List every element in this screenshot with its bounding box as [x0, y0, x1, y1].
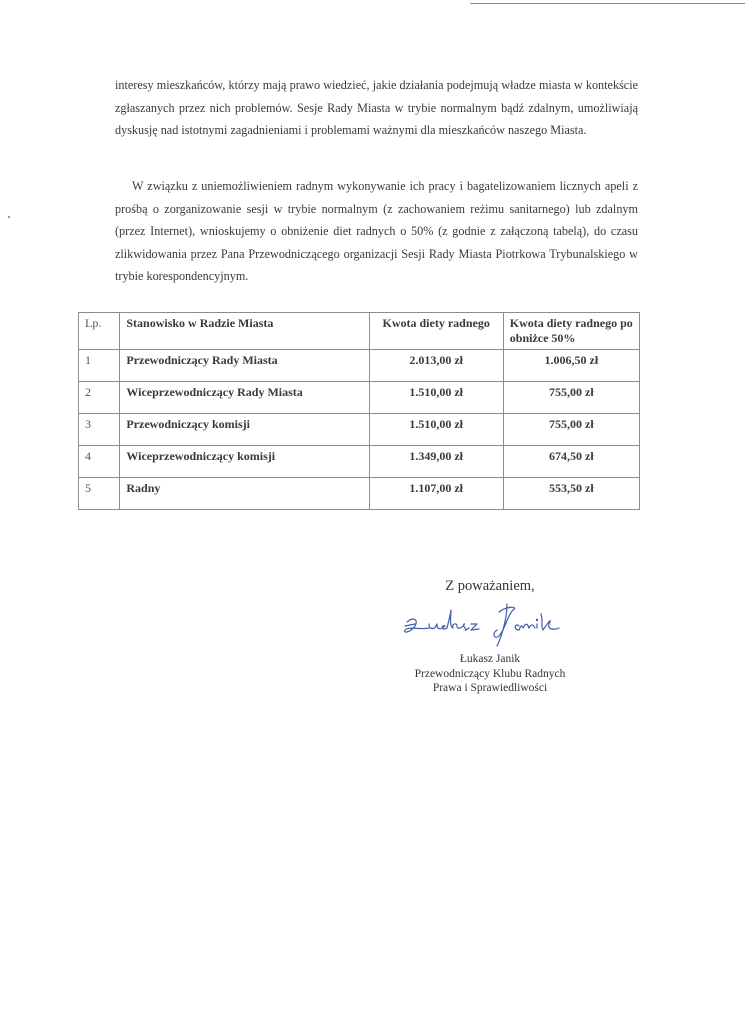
cell-reduced-amount: 755,00 zł	[503, 414, 639, 446]
table-row	[79, 478, 640, 510]
cell-reduced-amount: 674,50 zł	[503, 446, 639, 478]
paragraph-2	[115, 175, 638, 288]
table-row	[79, 414, 640, 446]
table-row	[79, 350, 640, 382]
cell-diet-amount: 1.510,00 zł	[369, 382, 503, 414]
cell-diet-amount: 1.107,00 zł	[369, 478, 503, 510]
signatory-name: Łukasz Janik	[459, 653, 521, 665]
cell-diet-amount: 1.349,00 zł	[369, 446, 503, 478]
table-row	[79, 446, 640, 478]
cell-reduced-amount: 553,50 zł	[503, 478, 639, 510]
header-diet-amount: Kwota diety radnego	[369, 313, 503, 350]
signatory-block	[395, 652, 585, 696]
cell-position: Radny	[120, 478, 369, 510]
table-header-row	[79, 313, 640, 350]
closing-greeting: Z poważaniem,	[445, 578, 535, 594]
handwritten-signature	[395, 600, 585, 650]
scan-edge-line	[470, 3, 745, 4]
paragraph-1: interesy mieszkańców, którzy mają prawo wiedzieć, jakie działania podejmują władze miasta w kontekście zgłaszanych przez nich problemów. Sesje Rady Miasta w trybie normalnym bądź zdalnym, umożliwiają dyskusję nad istotnymi zagadnieniami i problemami ważnymi dla mieszkańców naszego Miasta.	[115, 78, 638, 137]
cell-lp: 3	[79, 414, 120, 446]
cell-position: Wiceprzewodniczący komisji	[120, 446, 369, 478]
cell-lp: 5	[79, 478, 120, 510]
diet-reduction-table	[78, 312, 640, 510]
signatory-organization: Prawa i Sprawiedliwości	[432, 682, 548, 694]
cell-reduced-amount: 1.006,50 zł	[503, 350, 639, 382]
scan-artifact-dot	[8, 216, 10, 218]
paragraph-2-text: W związku z uniemożliwieniem radnym wykonywanie ich pracy i bagatelizowaniem licznych apeli z prośbą o zorganizowanie sesji w trybie normalnym (z zachowaniem reżimu sanitarnego) lub zdalnym (przez Internet), wnioskujemy o obniżenie diet radnych o 50% (z godnie z załączoną tabelą), do czasu zlikwidowania przez Pana Przewodniczącego organizacji Sesji Rady Miasta Piotrkowa Trybunalskiego w trybie korespondencyjnym.	[115, 179, 638, 283]
cell-lp: 1	[79, 350, 120, 382]
signatory-title: Przewodniczący Klubu Radnych	[414, 667, 566, 680]
table-row	[79, 382, 640, 414]
cell-lp: 2	[79, 382, 120, 414]
cell-reduced-amount: 755,00 zł	[503, 382, 639, 414]
cell-position: Przewodniczący komisji	[120, 414, 369, 446]
cell-diet-amount: 1.510,00 zł	[369, 414, 503, 446]
header-reduced-amount: Kwota diety radnego po obniżce 50%	[503, 313, 639, 350]
header-lp: Lp.	[79, 313, 120, 350]
header-position: Stanowisko w Radzie Miasta	[120, 313, 369, 350]
cell-diet-amount: 2.013,00 zł	[369, 350, 503, 382]
cell-lp: 4	[79, 446, 120, 478]
cell-position: Wiceprzewodniczący Rady Miasta	[120, 382, 369, 414]
cell-position: Przewodniczący Rady Miasta	[120, 350, 369, 382]
